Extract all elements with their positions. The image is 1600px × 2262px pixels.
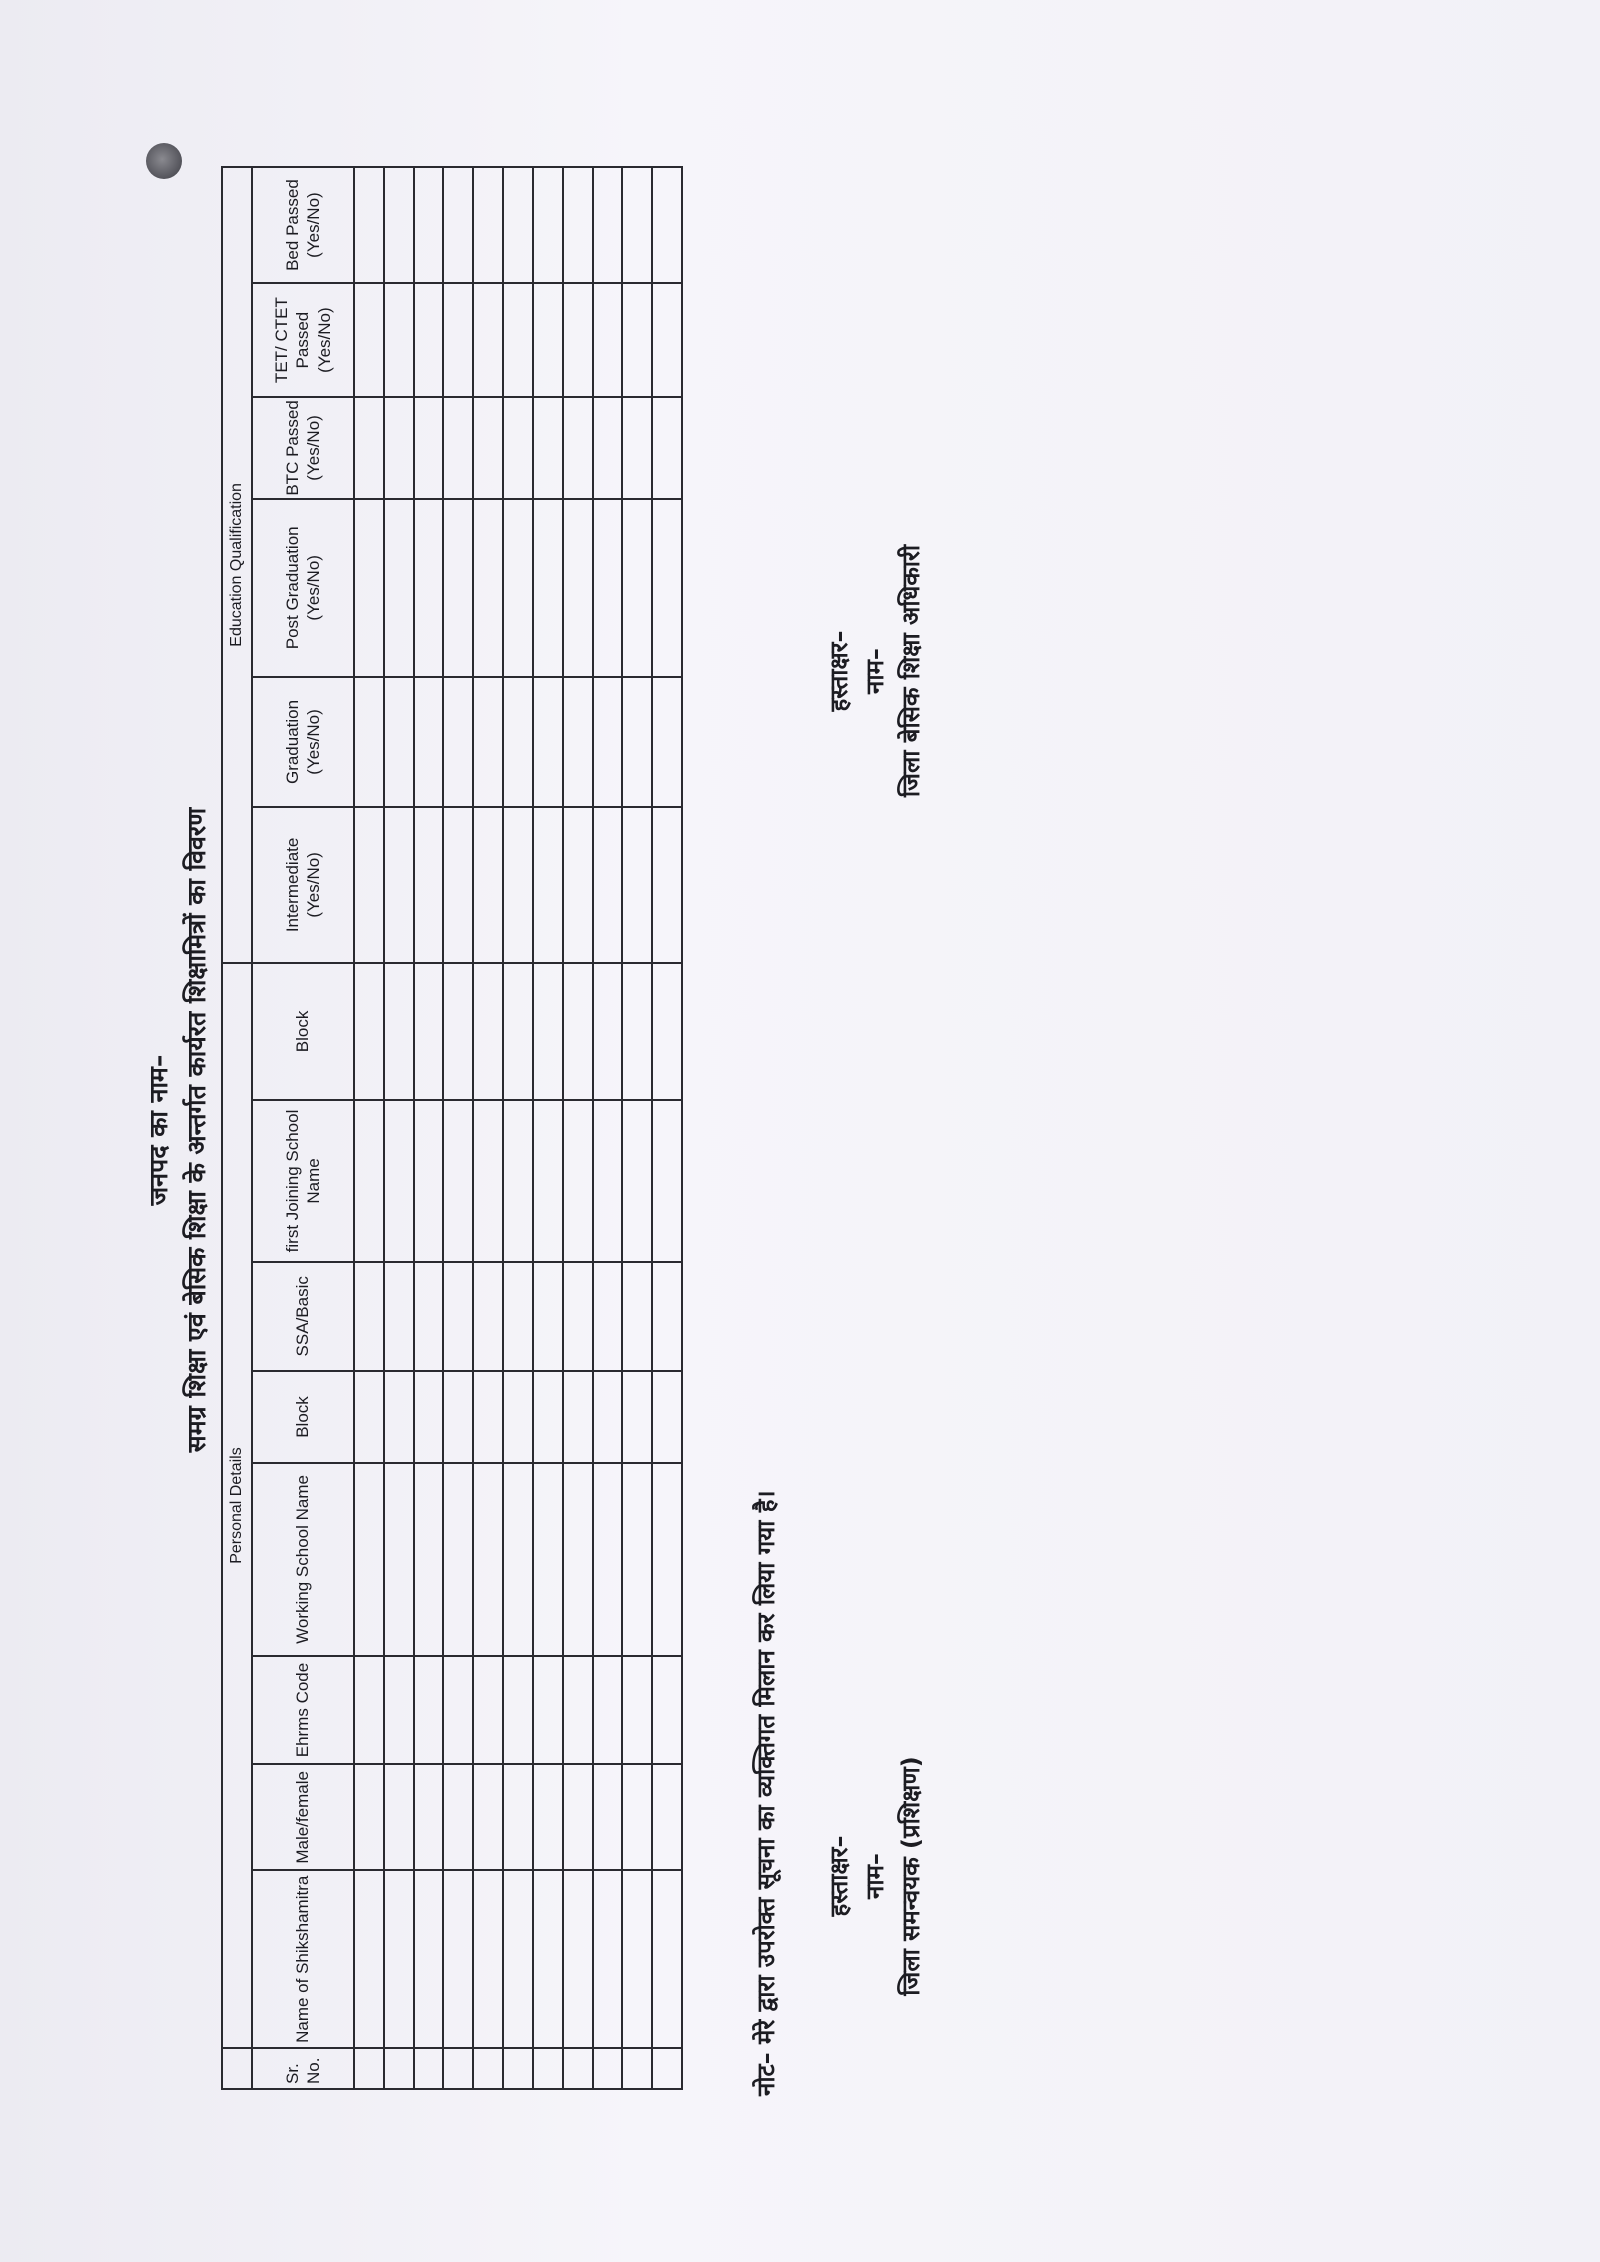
table-cell[interactable]	[533, 499, 563, 677]
table-row	[533, 167, 563, 2089]
table-cell[interactable]	[593, 2048, 623, 2089]
table-cell[interactable]	[354, 1371, 384, 1464]
table-cell[interactable]	[563, 397, 593, 499]
table-cell[interactable]	[384, 1100, 414, 1262]
table-cell[interactable]	[473, 397, 503, 499]
table-cell[interactable]	[384, 1656, 414, 1765]
table-cell[interactable]	[473, 677, 503, 807]
table-cell[interactable]	[443, 1262, 473, 1371]
table-cell[interactable]	[533, 1870, 563, 2048]
table-cell[interactable]	[593, 499, 623, 677]
table-cell[interactable]	[503, 1764, 533, 1870]
table-cell[interactable]	[652, 1870, 682, 2048]
designation-label: जिला समन्वयक (प्रशिक्षण)	[897, 1756, 925, 1996]
table-cell[interactable]	[563, 283, 593, 397]
district-name-line: जनपद का नाम–	[144, 1054, 173, 1206]
table-cell[interactable]	[414, 1656, 444, 1765]
table-cell[interactable]	[354, 1463, 384, 1655]
table-cell[interactable]	[622, 283, 652, 397]
table-cell[interactable]	[473, 963, 503, 1100]
table-cell[interactable]	[473, 283, 503, 397]
table-cell[interactable]	[622, 677, 652, 807]
table-cell[interactable]	[563, 499, 593, 677]
table-body	[354, 167, 682, 2089]
table-cell[interactable]	[622, 807, 652, 963]
table-cell[interactable]	[503, 1371, 533, 1464]
table-cell[interactable]	[652, 1463, 682, 1655]
table-cell[interactable]	[563, 1371, 593, 1464]
table-cell[interactable]	[473, 807, 503, 963]
table-cell[interactable]	[652, 499, 682, 677]
table-cell[interactable]	[503, 807, 533, 963]
group-header-education-qualification: Education Qualification	[222, 167, 252, 963]
column-header-name: Name of Shikshamitra	[252, 1870, 354, 2048]
table-cell[interactable]	[503, 1463, 533, 1655]
table-cell[interactable]	[384, 283, 414, 397]
table-cell[interactable]	[354, 397, 384, 499]
table-cell[interactable]	[354, 1100, 384, 1262]
table-row	[473, 167, 503, 2089]
table-row	[652, 167, 682, 2089]
verification-note: नोट– मेरे द्वारा उपरोक्त सूचना का व्यक्तिगत मिलान कर लिया गया है।	[752, 1490, 780, 2096]
table-cell[interactable]	[414, 807, 444, 963]
column-header-block-2: Block	[252, 963, 354, 1100]
table-cell[interactable]	[622, 1463, 652, 1655]
table-cell[interactable]	[473, 1100, 503, 1262]
table-cell[interactable]	[443, 2048, 473, 2089]
table-cell[interactable]	[593, 1262, 623, 1371]
table-cell[interactable]	[622, 167, 652, 283]
table-cell[interactable]	[414, 397, 444, 499]
table-cell[interactable]	[503, 1656, 533, 1765]
column-header-first-joining-school: first Joining School Name	[252, 1100, 354, 1262]
table-cell[interactable]	[593, 1371, 623, 1464]
table-cell[interactable]	[563, 1463, 593, 1655]
table-cell[interactable]	[533, 807, 563, 963]
column-header-ssa-basic: SSA/Basic	[252, 1262, 354, 1371]
table-cell[interactable]	[384, 397, 414, 499]
signature-block-district-education-officer	[821, 501, 929, 841]
table-cell[interactable]	[503, 677, 533, 807]
table-cell[interactable]	[533, 1100, 563, 1262]
table-cell[interactable]	[473, 2048, 503, 2089]
table-cell[interactable]	[563, 167, 593, 283]
table-cell[interactable]	[652, 807, 682, 963]
table-cell[interactable]	[563, 1100, 593, 1262]
table-cell[interactable]	[503, 1870, 533, 2048]
table-cell[interactable]	[384, 1262, 414, 1371]
table-cell[interactable]	[443, 1764, 473, 1870]
table-cell[interactable]	[652, 1262, 682, 1371]
column-header-ehrms-code: Ehrms Code	[252, 1656, 354, 1765]
table-cell[interactable]	[503, 1100, 533, 1262]
table-cell[interactable]	[503, 963, 533, 1100]
table-cell[interactable]	[563, 677, 593, 807]
table-cell[interactable]	[473, 1463, 503, 1655]
table-row	[384, 167, 414, 2089]
table-cell[interactable]	[354, 963, 384, 1100]
table-cell[interactable]	[593, 1764, 623, 1870]
table-cell[interactable]	[384, 1463, 414, 1655]
table-row	[593, 167, 623, 2089]
column-header-block: Block	[252, 1371, 354, 1464]
rotated-form	[121, 164, 925, 2096]
table-cell[interactable]	[533, 1262, 563, 1371]
table-cell[interactable]	[593, 807, 623, 963]
table-cell[interactable]	[354, 1764, 384, 1870]
table-row	[563, 167, 593, 2089]
name-label: नाम–	[861, 1853, 889, 1899]
table-cell[interactable]	[563, 1764, 593, 1870]
table-cell[interactable]	[622, 1764, 652, 1870]
table-cell[interactable]	[593, 677, 623, 807]
column-header-post-graduation: Post Graduation (Yes/No)	[252, 499, 354, 677]
table-cell[interactable]	[503, 499, 533, 677]
table-cell[interactable]	[384, 167, 414, 283]
column-header-working-school: Working School Name	[252, 1463, 354, 1655]
group-header-blank	[222, 2048, 252, 2089]
table-row	[414, 167, 444, 2089]
table-cell[interactable]	[384, 1764, 414, 1870]
column-header-tet-ctet-passed: TET/ CTET Passed (Yes/No)	[252, 283, 354, 397]
table-cell[interactable]	[652, 963, 682, 1100]
name-label: नाम–	[861, 648, 889, 694]
table-cell[interactable]	[354, 1262, 384, 1371]
column-header-row	[252, 167, 354, 2089]
table-cell[interactable]	[533, 1764, 563, 1870]
table-cell[interactable]	[593, 397, 623, 499]
table-cell[interactable]	[652, 397, 682, 499]
table-cell[interactable]	[443, 397, 473, 499]
table-cell[interactable]	[414, 2048, 444, 2089]
table-row	[622, 167, 652, 2089]
column-header-bed-passed: Bed Passed (Yes/No)	[252, 167, 354, 283]
table-cell[interactable]	[563, 1656, 593, 1765]
table-cell[interactable]	[533, 397, 563, 499]
table-cell[interactable]	[384, 1371, 414, 1464]
table-cell[interactable]	[533, 2048, 563, 2089]
table-cell[interactable]	[622, 963, 652, 1100]
table-cell[interactable]	[622, 1262, 652, 1371]
table-cell[interactable]	[473, 499, 503, 677]
table-cell[interactable]	[563, 1262, 593, 1371]
table-cell[interactable]	[354, 807, 384, 963]
table-cell[interactable]	[443, 1100, 473, 1262]
table-cell[interactable]	[593, 283, 623, 397]
table-cell[interactable]	[414, 499, 444, 677]
table-cell[interactable]	[443, 963, 473, 1100]
table-cell[interactable]	[622, 1656, 652, 1765]
table-cell[interactable]	[652, 1764, 682, 1870]
table-cell[interactable]	[443, 677, 473, 807]
table-cell[interactable]	[593, 1100, 623, 1262]
table-cell[interactable]	[443, 1656, 473, 1765]
table-row	[354, 167, 384, 2089]
table-row	[443, 167, 473, 2089]
table-cell[interactable]	[652, 167, 682, 283]
table-cell[interactable]	[503, 283, 533, 397]
table-cell[interactable]	[533, 167, 563, 283]
table-cell[interactable]	[652, 1656, 682, 1765]
table-cell[interactable]	[354, 1656, 384, 1765]
table-row	[503, 167, 533, 2089]
table-cell[interactable]	[384, 1870, 414, 2048]
table-cell[interactable]	[384, 499, 414, 677]
table-cell[interactable]	[473, 167, 503, 283]
table-cell[interactable]	[443, 807, 473, 963]
table-cell[interactable]	[473, 1262, 503, 1371]
table-cell[interactable]	[384, 807, 414, 963]
table-cell[interactable]	[622, 499, 652, 677]
signature-block-district-coordinator	[821, 1726, 929, 2026]
table-cell[interactable]	[652, 2048, 682, 2089]
table-cell[interactable]	[414, 1262, 444, 1371]
column-header-graduation: Graduation (Yes/No)	[252, 677, 354, 807]
table-cell[interactable]	[533, 1371, 563, 1464]
table-cell[interactable]	[652, 677, 682, 807]
table-cell[interactable]	[414, 1870, 444, 2048]
table-cell[interactable]	[533, 677, 563, 807]
shikshamitra-details-table	[221, 166, 683, 2090]
table-cell[interactable]	[652, 1371, 682, 1464]
table-cell[interactable]	[414, 1463, 444, 1655]
column-header-btc-passed: BTC Passed (Yes/No)	[252, 397, 354, 499]
column-header-intermediate: Intermediate (Yes/No)	[252, 807, 354, 963]
table-cell[interactable]	[533, 963, 563, 1100]
table-cell[interactable]	[384, 677, 414, 807]
table-cell[interactable]	[563, 807, 593, 963]
table-cell[interactable]	[384, 2048, 414, 2089]
table-cell[interactable]	[622, 2048, 652, 2089]
table-cell[interactable]	[414, 283, 444, 397]
table-cell[interactable]	[503, 397, 533, 499]
table-cell[interactable]	[473, 1764, 503, 1870]
table-cell[interactable]	[443, 1870, 473, 2048]
table-cell[interactable]	[622, 1371, 652, 1464]
table-cell[interactable]	[622, 1100, 652, 1262]
table-cell[interactable]	[354, 2048, 384, 2089]
table-cell[interactable]	[652, 283, 682, 397]
table-cell[interactable]	[354, 1870, 384, 2048]
table-cell[interactable]	[593, 1870, 623, 2048]
table-cell[interactable]	[414, 963, 444, 1100]
table-cell[interactable]	[593, 963, 623, 1100]
table-cell[interactable]	[563, 1870, 593, 2048]
table-cell[interactable]	[533, 1656, 563, 1765]
table-cell[interactable]	[354, 499, 384, 677]
table-cell[interactable]	[652, 1100, 682, 1262]
table-cell[interactable]	[503, 167, 533, 283]
table-cell[interactable]	[563, 2048, 593, 2089]
group-header-personal-details: Personal Details	[222, 963, 252, 2049]
table-cell[interactable]	[503, 2048, 533, 2089]
table-cell[interactable]	[443, 1463, 473, 1655]
table-cell[interactable]	[414, 1371, 444, 1464]
table-cell[interactable]	[414, 1764, 444, 1870]
table-cell[interactable]	[473, 1656, 503, 1765]
column-header-gender: Male/female	[252, 1764, 354, 1870]
table-cell[interactable]	[354, 167, 384, 283]
table-cell[interactable]	[503, 1262, 533, 1371]
table-cell[interactable]	[593, 167, 623, 283]
signature-label: हस्ताक्षर–	[825, 1835, 853, 1917]
table-cell[interactable]	[443, 1371, 473, 1464]
table-cell[interactable]	[414, 167, 444, 283]
table-cell[interactable]	[563, 963, 593, 1100]
table-cell[interactable]	[473, 1870, 503, 2048]
table-cell[interactable]	[354, 677, 384, 807]
table-cell[interactable]	[533, 1463, 563, 1655]
form-title: समग्र शिक्षा एवं बेसिक शिक्षा के अन्तर्गत कार्यरत शिक्षामित्रों का विवरण	[182, 807, 211, 1453]
table-cell[interactable]	[443, 499, 473, 677]
designation-label: जिला बेसिक शिक्षा अधिकारी	[897, 544, 925, 798]
table-cell[interactable]	[443, 283, 473, 397]
table-cell[interactable]	[414, 1100, 444, 1262]
table-cell[interactable]	[473, 1371, 503, 1464]
table-cell[interactable]	[414, 677, 444, 807]
column-header-sr-no: Sr. No.	[252, 2048, 354, 2089]
table-cell[interactable]	[354, 283, 384, 397]
table-cell[interactable]	[593, 1656, 623, 1765]
table-cell[interactable]	[622, 397, 652, 499]
table-cell[interactable]	[593, 1463, 623, 1655]
table-cell[interactable]	[443, 167, 473, 283]
signature-label: हस्ताक्षर–	[825, 630, 853, 712]
table-cell[interactable]	[622, 1870, 652, 2048]
table-cell[interactable]	[533, 283, 563, 397]
table-cell[interactable]	[384, 963, 414, 1100]
